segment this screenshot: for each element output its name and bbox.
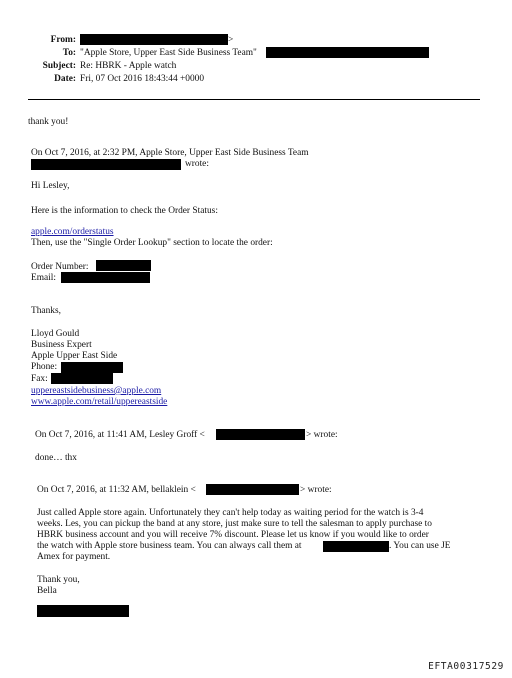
sig-web-link[interactable]: www.apple.com/retail/uppereastside	[31, 397, 168, 407]
quote1-greeting: Hi Lesley,	[31, 181, 70, 191]
redacted-from-address	[80, 34, 228, 45]
redacted-business-phone	[323, 541, 389, 552]
quote2-intro-prefix: On Oct 7, 2016, at 11:41 AM, Lesley Groff <	[35, 430, 205, 440]
order-number-label: Order Number:	[31, 262, 89, 272]
email-label: Email:	[31, 273, 56, 283]
quote3-signature: Bella	[37, 586, 57, 596]
to-value: "Apple Store, Upper East Side Business Team"	[80, 48, 257, 58]
redacted-bella-signature-block	[37, 605, 129, 617]
sig-fax-label: Fax:	[31, 374, 48, 384]
quote3-closing: Thank you,	[37, 575, 80, 585]
redacted-phone	[61, 362, 123, 373]
sig-store: Apple Upper East Side	[31, 351, 118, 361]
sig-email-link[interactable]: uppereastsidebusiness@apple.com	[31, 386, 162, 396]
quote3-para-line2: weeks. Les, you can pickup the band at any store, just make sure to tell the salesman to apply purchase to	[37, 519, 432, 529]
quote1-lookup-line: Then, use the "Single Order Lookup" section to locate the order:	[31, 238, 273, 248]
quote3-intro-suffix: > wrote:	[300, 485, 332, 495]
from-suffix: >	[228, 35, 234, 45]
quote2-text: done… thx	[35, 453, 77, 463]
redacted-fax	[51, 373, 113, 384]
sig-name: Lloyd Gould	[31, 329, 80, 339]
quote3-para-line4-suffix: . You can use JE	[389, 541, 451, 551]
opening-line: thank you!	[28, 117, 69, 127]
bates-number: EFTA00317529	[428, 661, 504, 672]
quote2-intro-suffix: > wrote:	[306, 430, 338, 440]
sig-title: Business Expert	[31, 340, 92, 350]
redacted-order-email	[61, 272, 150, 283]
to-label: To:	[62, 48, 76, 58]
quote3-para-line1: Just called Apple store again. Unfortunately they can't help today as waiting period for the watch is 3-4	[37, 508, 424, 518]
from-label: From:	[50, 35, 76, 45]
quote3-para-line3: HBRK business account and you will receive 7% discount. Please let us know if you would like to order	[37, 530, 429, 540]
date-label: Date:	[54, 74, 76, 84]
quote3-para-line5: Amex for payment.	[37, 552, 111, 562]
redacted-bella-address	[206, 484, 299, 495]
quote1-intro-line1: On Oct 7, 2016, at 2:32 PM, Apple Store, Upper East Side Business Team	[31, 148, 309, 158]
quote1-thanks: Thanks,	[31, 306, 61, 316]
quote1-info-line: Here is the information to check the Order Status:	[31, 206, 218, 216]
redacted-order-number	[96, 260, 151, 271]
header-divider	[28, 99, 480, 100]
date-value: Fri, 07 Oct 2016 18:43:44 +0000	[80, 74, 205, 84]
order-status-link[interactable]: apple.com/orderstatus	[31, 227, 114, 237]
quote3-para-line4-prefix: the watch with Apple store business team. You can always call them at	[37, 541, 302, 551]
quote1-intro-wrote: wrote:	[185, 159, 209, 169]
subject-value: Re: HBRK - Apple watch	[80, 61, 177, 71]
sig-phone-label: Phone:	[31, 362, 58, 372]
subject-label: Subject:	[42, 61, 76, 71]
redacted-apple-address	[31, 159, 181, 170]
redacted-to-address	[266, 47, 429, 58]
quote3-intro-prefix: On Oct 7, 2016, at 11:32 AM, bellaklein <	[37, 485, 196, 495]
redacted-lesley-address	[216, 429, 305, 440]
